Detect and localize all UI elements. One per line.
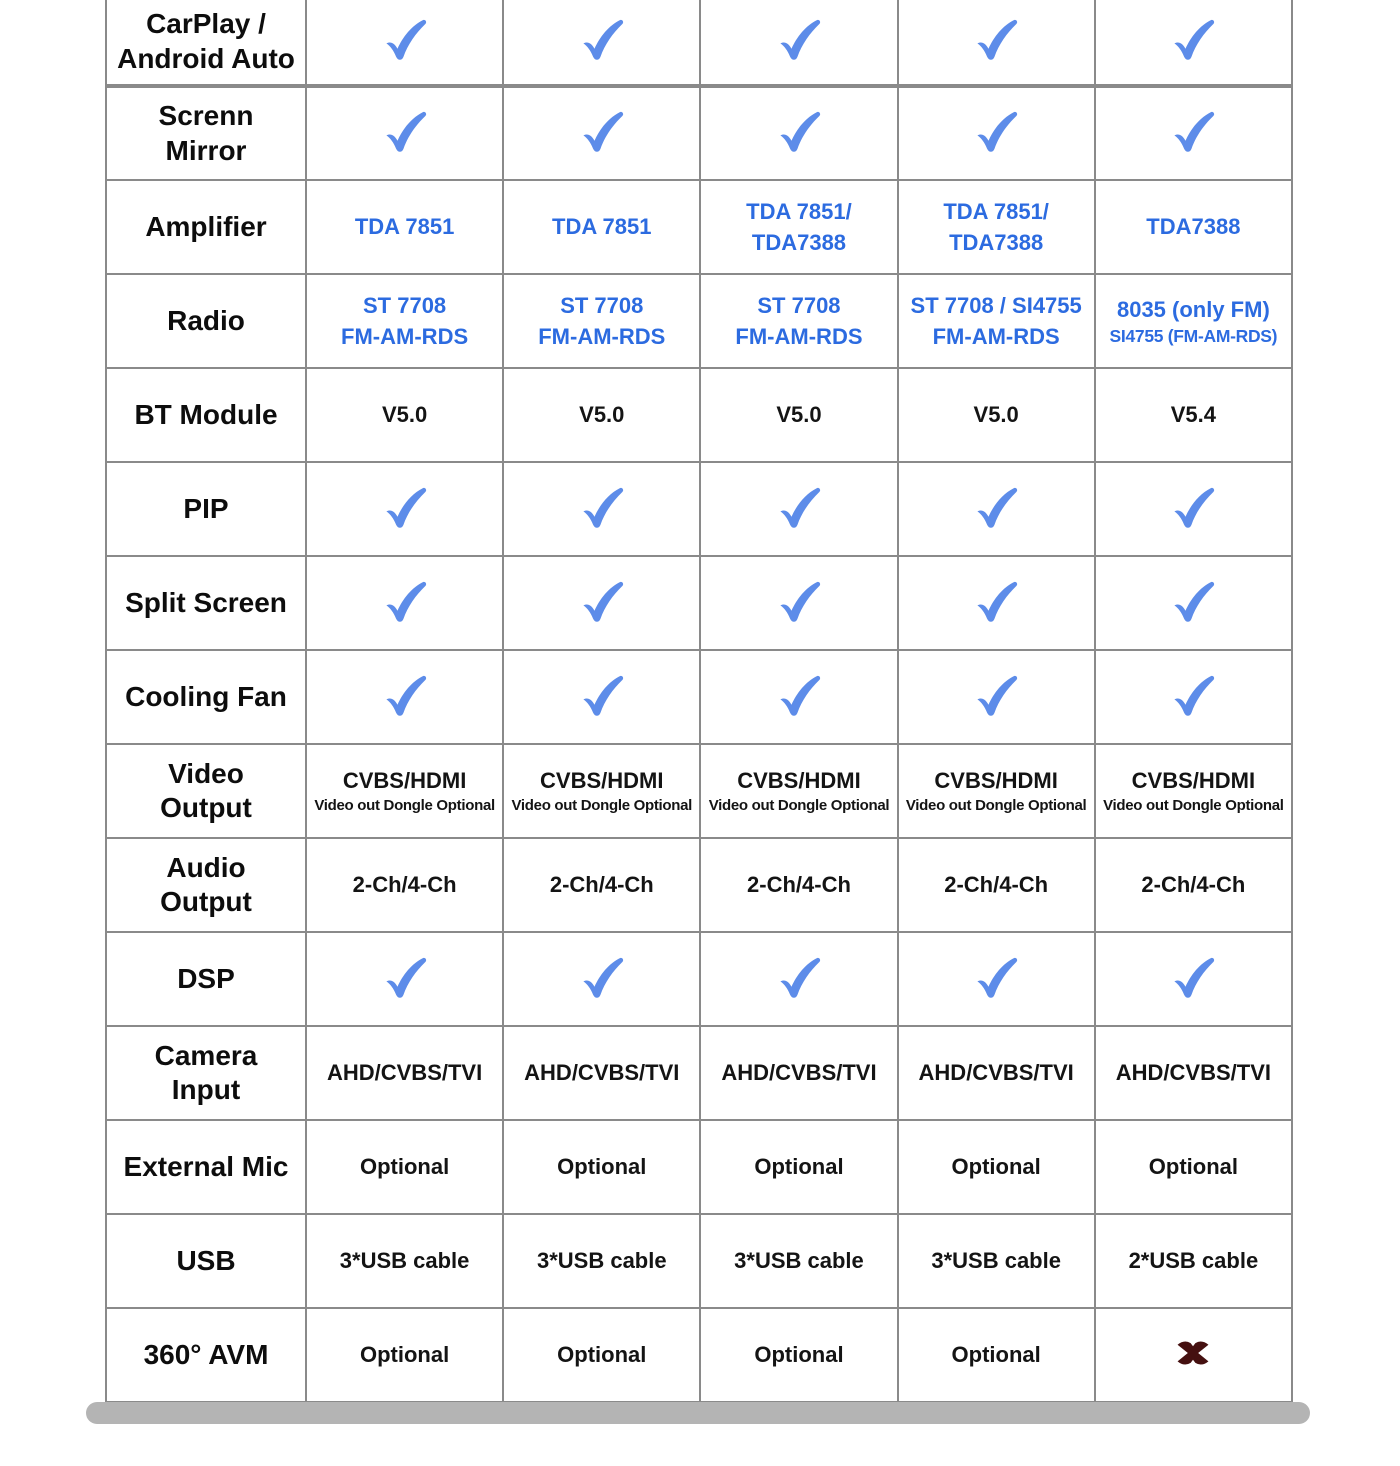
check-icon [973,672,1019,718]
spec-value: 3*USB cable [339,1248,470,1274]
check-icon [1170,672,1216,718]
feature-label-line: DSP [177,962,235,994]
spec-cell [306,1026,503,1120]
spec-value: V5.0 [579,402,625,428]
feature-label-cell [106,368,306,462]
spec-value: 8035 (only FM) [1116,296,1270,322]
check-icon [973,954,1019,1000]
spec-cell [700,556,897,650]
feature-label-line: Video [168,757,244,789]
feature-label-cell [106,838,306,932]
spec-value: FM-AM-RDS [538,324,666,349]
spec-value: FM-AM-RDS [735,324,863,349]
spec-cell [503,744,700,838]
check-icon [776,578,822,624]
spec-cell [503,0,700,86]
feature-label-cell [106,1308,306,1402]
spec-value: 3*USB cable [931,1248,1061,1274]
table-row [106,86,1292,180]
spec-value: V5.0 [381,402,428,428]
spec-cell [898,86,1095,180]
spec-cell [503,556,700,650]
spec-cell [1095,180,1292,274]
spec-cell [898,1120,1095,1214]
spec-cell [1095,650,1292,744]
spec-cell [1095,0,1292,86]
feature-label-line: Input [171,1074,241,1105]
spec-value-subtext: Video out Dongle Optional [905,797,1087,815]
spec-value: CVBS/HDMI [1131,768,1256,794]
table-row [106,274,1292,368]
check-icon [973,484,1019,530]
feature-label-line: Split Screen [125,586,287,618]
check-icon [382,108,428,154]
table-row [106,0,1292,86]
feature-label-cell [106,274,306,368]
spec-cell [306,1120,503,1214]
spec-cell [503,368,700,462]
spec-cell [306,1308,503,1402]
table-row [106,368,1292,462]
spec-value: V5.4 [1170,402,1216,428]
feature-label-cell [106,0,306,86]
spec-cell [503,274,700,368]
spec-value: 2-Ch/4-Ch [1141,872,1246,898]
spec-cell [898,556,1095,650]
spec-cell [1095,1026,1292,1120]
spec-cell [503,1214,700,1308]
spec-value: V5.0 [973,402,1019,428]
spec-cell [503,838,700,932]
spec-cell [1095,1214,1292,1308]
spec-value: CVBS/HDMI [540,768,664,794]
table-row [106,1026,1292,1120]
spec-cell [306,180,503,274]
spec-cell [898,274,1095,368]
spec-value: 2-Ch/4-Ch [549,872,654,898]
spec-cell [700,86,897,180]
table-row [106,1214,1292,1308]
feature-label-cell [106,1120,306,1214]
spec-value: CVBS/HDMI [737,768,861,794]
spec-value: ST 7708 [560,292,644,318]
check-icon [973,108,1019,154]
spec-value: Optional [754,1154,844,1180]
spec-value-subtext: Video out Dongle Optional [511,797,693,815]
feature-label-line: External Mic [123,1150,289,1182]
spec-value: AHD/CVBS/TVI [326,1060,483,1086]
check-icon [382,16,428,62]
table-row [106,462,1292,556]
spec-value: Optional [951,1342,1041,1368]
check-icon [973,16,1019,62]
feature-label-line: PIP [183,492,229,524]
spec-value: Optional [359,1154,450,1180]
feature-label-line: Output [160,886,252,917]
check-icon [776,108,822,154]
check-icon [579,578,625,624]
spec-cell [898,1214,1095,1308]
feature-label-line: USB [176,1244,236,1276]
spec-cell [1095,274,1292,368]
spec-cell [306,274,503,368]
spec-value: AHD/CVBS/TVI [721,1060,877,1086]
spec-cell [503,1120,700,1214]
spec-cell [700,838,897,932]
spec-cell [1095,838,1292,932]
feature-label-cell [106,1214,306,1308]
spec-cell [700,462,897,556]
spec-cell [700,932,897,1026]
spec-table [105,0,1293,1403]
spec-cell [503,1026,700,1120]
feature-label-cell [106,932,306,1026]
check-icon [382,484,428,530]
spec-value: AHD/CVBS/TVI [918,1060,1074,1086]
spec-value: ST 7708 [757,292,841,318]
spec-cell [503,1308,700,1402]
spec-cell [700,744,897,838]
spec-cell [898,1026,1095,1120]
feature-label-line: Screnn [158,100,254,132]
spec-cell [1095,462,1292,556]
table-row [106,838,1292,932]
spec-value: TDA 7851/ [943,198,1049,224]
spec-cell [306,838,503,932]
check-icon [1170,484,1216,530]
spec-cell [700,1120,897,1214]
spec-cell [306,556,503,650]
spec-cell [700,1214,897,1308]
table-row [106,932,1292,1026]
cross-icon [1174,1334,1212,1372]
spec-cell [1095,932,1292,1026]
spec-value: Optional [754,1342,844,1368]
spec-cell [1095,1308,1292,1402]
spec-value: Optional [557,1154,647,1180]
spec-value-subtext: Video out Dongle Optional [708,797,890,815]
spec-value: TDA7388 [1146,214,1241,240]
check-icon [776,954,822,1000]
spec-cell [898,368,1095,462]
spec-value: AHD/CVBS/TVI [524,1060,680,1086]
spec-cell [503,932,700,1026]
spec-value: AHD/CVBS/TVI [1115,1060,1271,1086]
spec-cell [898,462,1095,556]
spec-cell [700,1026,897,1120]
table-row [106,744,1292,838]
check-icon [579,108,625,154]
check-icon [776,484,822,530]
spec-value: ST 7708 / SI4755 [910,292,1082,318]
spec-value: 3*USB cable [734,1248,864,1274]
check-icon [382,578,428,624]
check-icon [579,484,625,530]
check-icon [382,672,428,718]
check-icon [579,16,625,62]
spec-cell [306,932,503,1026]
check-icon [1170,578,1216,624]
spec-cell [306,650,503,744]
spec-cell [898,838,1095,932]
table-row [106,1308,1292,1402]
spec-value: TDA 7851 [354,214,455,240]
spec-value-subtext: SI4755 (FM-AM-RDS) [1109,325,1278,346]
spec-value: 2*USB cable [1128,1248,1259,1274]
feature-label-line: Audio [166,851,246,883]
spec-value: Optional [557,1342,647,1368]
feature-label-cell [106,180,306,274]
check-icon [382,954,428,1000]
feature-label-line: Mirror [165,134,247,166]
feature-label-line: Radio [167,304,245,336]
spec-cell [1095,1120,1292,1214]
spec-cell [898,1308,1095,1402]
horizontal-scrollbar-thumb[interactable] [86,1402,1310,1424]
check-icon [1170,108,1216,154]
spec-value: 2-Ch/4-Ch [944,872,1049,898]
check-icon [973,578,1019,624]
spec-value: 2-Ch/4-Ch [352,872,457,898]
feature-label-line: Android Auto [117,42,295,74]
spec-table-container [105,0,1293,1403]
feature-label-cell [106,1026,306,1120]
feature-label-line: Output [160,792,252,823]
spec-cell [306,86,503,180]
spec-cell [898,650,1095,744]
spec-value: FM-AM-RDS [341,324,469,349]
feature-label-cell [106,86,306,180]
spec-value: TDA7388 [751,230,847,255]
spec-cell [306,744,503,838]
spec-cell [700,180,897,274]
spec-cell [898,744,1095,838]
spec-cell [700,1308,897,1402]
spec-cell [1095,86,1292,180]
spec-cell [700,0,897,86]
spec-cell [700,368,897,462]
spec-cell [700,274,897,368]
spec-cell [503,180,700,274]
spec-cell [898,932,1095,1026]
spec-value: Optional [1148,1154,1238,1180]
spec-cell [306,1214,503,1308]
spec-cell [503,650,700,744]
check-icon [1170,16,1216,62]
feature-label-line: Amplifier [145,210,267,242]
table-row [106,1120,1292,1214]
spec-value: Optional [951,1154,1041,1180]
table-row [106,180,1292,274]
spec-cell [306,368,503,462]
feature-label-cell [106,462,306,556]
spec-value: V5.0 [776,402,822,428]
check-icon [1170,954,1216,1000]
spec-value: TDA 7851 [552,214,652,240]
spec-value: FM-AM-RDS [932,324,1060,349]
spec-value: CVBS/HDMI [934,768,1058,794]
spec-cell [306,462,503,556]
spec-value: 3*USB cable [536,1248,667,1274]
feature-label-line: Camera [154,1039,258,1071]
check-icon [776,672,822,718]
check-icon [579,672,625,718]
spec-cell [700,650,897,744]
feature-label-line: BT Module [134,398,278,430]
check-icon [776,16,822,62]
feature-label-cell [106,744,306,838]
spec-value: TDA7388 [949,230,1044,255]
spec-cell [1095,368,1292,462]
spec-cell [306,0,503,86]
feature-label-line: CarPlay / [146,8,266,40]
spec-cell [503,86,700,180]
spec-value-subtext: Video out Dongle Optional [314,797,495,815]
spec-value: CVBS/HDMI [342,768,467,794]
feature-label-cell [106,650,306,744]
feature-label-cell [106,556,306,650]
feature-label-line: Cooling Fan [125,680,287,712]
spec-cell [898,180,1095,274]
check-icon [579,954,625,1000]
table-row [106,650,1292,744]
spec-cell [1095,556,1292,650]
feature-label-line: 360° AVM [143,1338,269,1370]
spec-cell [1095,744,1292,838]
spec-value-subtext: Video out Dongle Optional [1103,797,1284,815]
spec-cell [898,0,1095,86]
spec-value: Optional [359,1342,450,1368]
spec-value: 2-Ch/4-Ch [747,872,851,898]
table-row [106,556,1292,650]
spec-value: ST 7708 [363,292,447,318]
spec-value: TDA 7851/ [746,198,852,224]
spec-cell [503,462,700,556]
